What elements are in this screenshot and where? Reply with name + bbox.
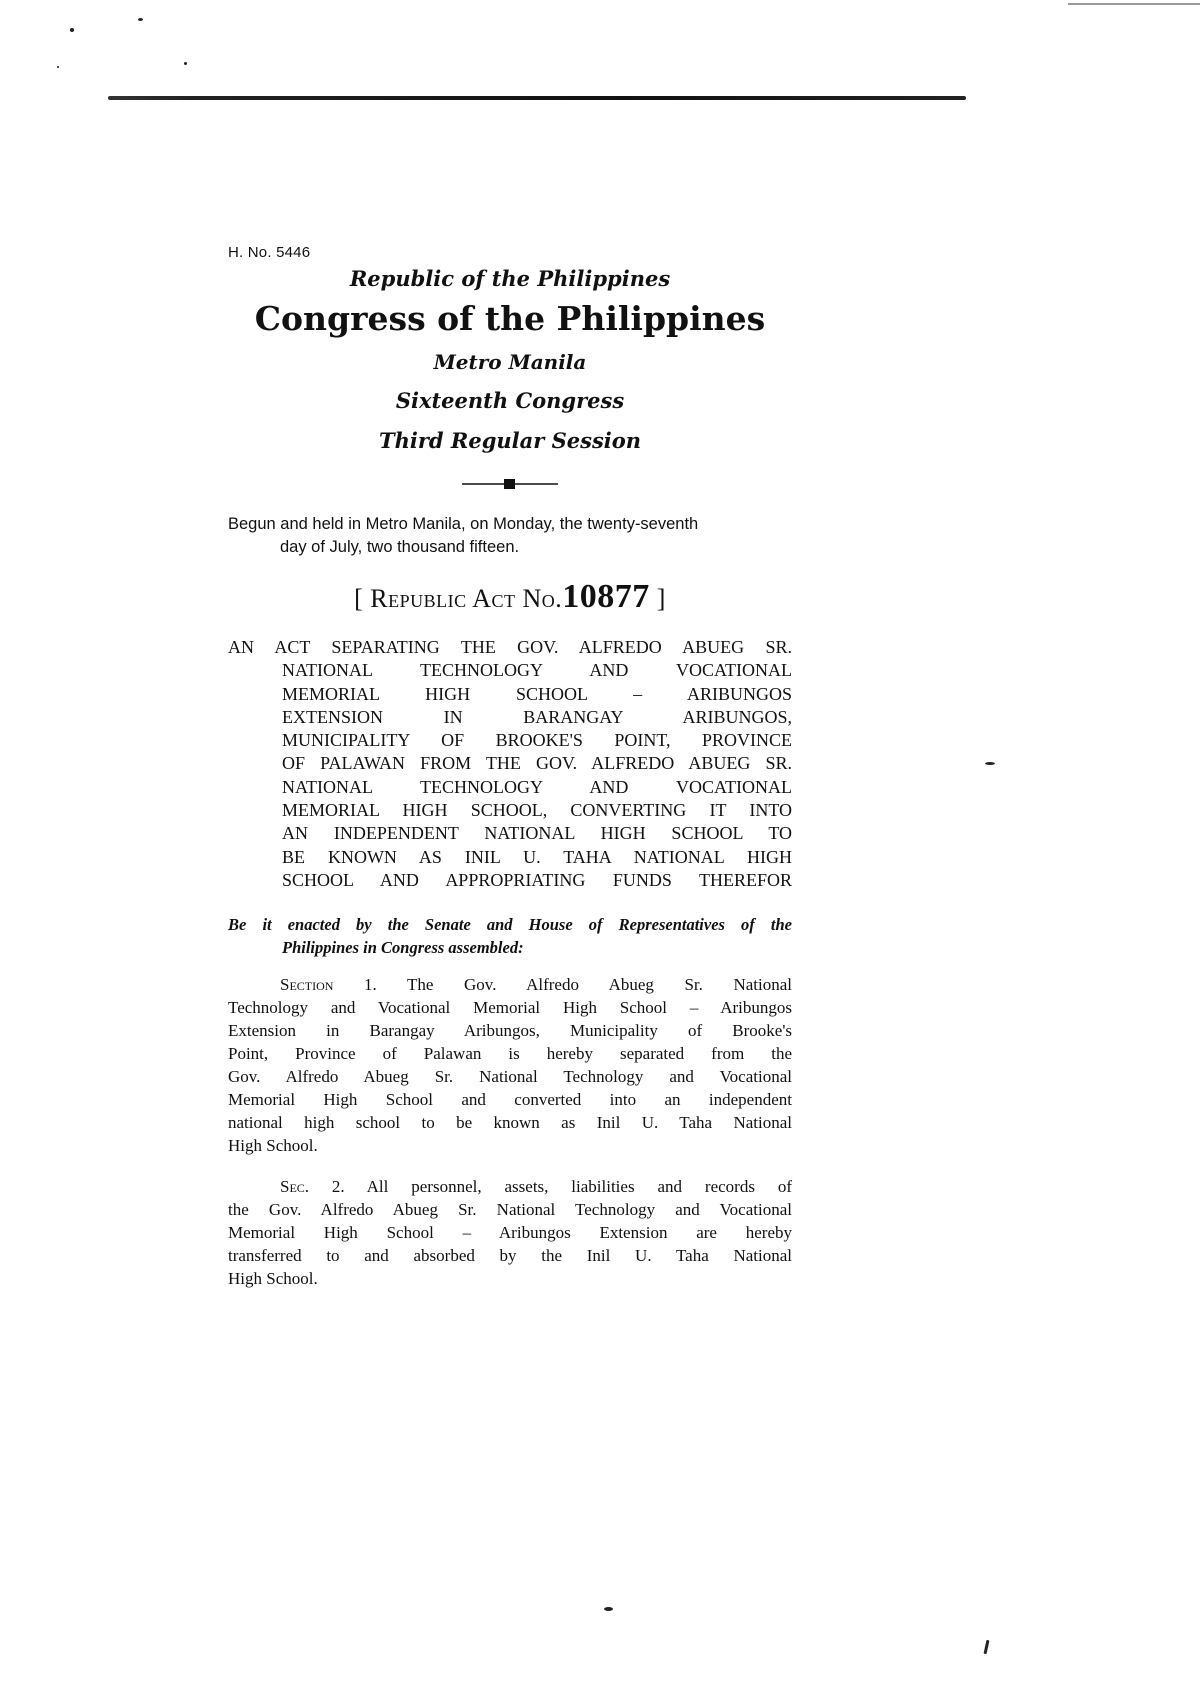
scan-speck xyxy=(138,18,143,21)
title-line: MEMORIAL HIGH SCHOOL, CONVERTING IT INTO xyxy=(282,800,792,821)
section-line: Memorial High School and converted into an independent xyxy=(228,1090,792,1109)
section-line: the Gov. Alfredo Abueg Sr. National Technology and Vocational xyxy=(228,1200,792,1219)
section-line: Extension in Barangay Aribungos, Municipality of Brooke's xyxy=(228,1021,792,1040)
section-line: Gov. Alfredo Abueg Sr. National Technology and Vocational xyxy=(228,1067,792,1086)
section-line: Point, Province of Palawan is hereby separated from the xyxy=(228,1044,792,1063)
location-heading: Metro Manila xyxy=(433,350,587,374)
republic-heading: Republic of the Philippines xyxy=(349,266,671,291)
scan-rule xyxy=(108,96,966,100)
congress-number-heading: Sixteenth Congress xyxy=(395,388,625,413)
scan-speck xyxy=(604,1607,613,1611)
section-label: Sec. 2. xyxy=(280,1177,345,1196)
title-line: NATIONAL TECHNOLOGY AND VOCATIONAL xyxy=(282,660,792,681)
enacting-line-2: Philippines in Congress assembled: xyxy=(282,938,524,957)
title-line: EXTENSION IN BARANGAY ARIBUNGOS, xyxy=(282,706,792,727)
section-line: High School. xyxy=(228,1269,318,1288)
scan-speck xyxy=(184,62,187,65)
enacting-line-1: Be it enacted by the Senate and House of Representatives of the xyxy=(228,915,792,934)
enacting-clause xyxy=(228,913,792,959)
scan-speck xyxy=(57,66,59,68)
section-line: transferred to and absorbed by the Inil U. Taha National xyxy=(228,1246,792,1265)
title-line: BE KNOWN AS INIL U. TAHA NATIONAL HIGH xyxy=(282,846,792,867)
begun-statement xyxy=(228,513,798,559)
begun-line-1: Begun and held in Metro Manila, on Monday, the twenty-seventh xyxy=(228,515,699,533)
scan-speck xyxy=(984,1640,990,1654)
session-heading: Third Regular Session xyxy=(378,428,642,453)
section-line xyxy=(228,1175,792,1198)
section-line: Technology and Vocational Memorial High School – Aribungos xyxy=(228,998,792,1017)
title-line: MEMORIAL HIGH SCHOOL – ARIBUNGOS xyxy=(282,683,792,704)
title-line: SCHOOL AND APPROPRIATING FUNDS THEREFOR xyxy=(282,869,792,890)
divider-ornament xyxy=(462,478,558,490)
section-line: High School. xyxy=(228,1136,318,1155)
section-1 xyxy=(228,973,792,1157)
scan-edge-line xyxy=(1068,3,1200,5)
section-2 xyxy=(228,1175,792,1290)
republic-act-number xyxy=(228,578,792,616)
act-suffix: ] xyxy=(649,584,666,613)
section-text: All personnel, assets, liabilities and records of xyxy=(344,1177,792,1196)
title-line: OF PALAWAN FROM THE GOV. ALFREDO ABUEG SR. xyxy=(282,753,792,774)
title-line: NATIONAL TECHNOLOGY AND VOCATIONAL xyxy=(282,776,792,797)
section-line: national high school to be known as Inil U. Taha National xyxy=(228,1113,792,1132)
title-line: AN ACT SEPARATING THE GOV. ALFREDO ABUEG SR. xyxy=(228,637,792,657)
section-text: The Gov. Alfredo Abueg Sr. National xyxy=(376,975,792,994)
title-line: MUNICIPALITY OF BROOKE'S POINT, PROVINCE xyxy=(282,730,792,751)
section-line xyxy=(228,973,792,996)
section-line: Memorial High School – Aribungos Extension are hereby xyxy=(228,1223,792,1242)
house-bill-number: H. No. 5446 xyxy=(228,244,311,261)
scan-speck xyxy=(70,28,74,32)
act-title xyxy=(228,636,792,892)
begun-line-2: day of July, two thousand fifteen. xyxy=(280,538,520,556)
act-prefix: [ Republic Act No. xyxy=(354,584,563,613)
scan-speck xyxy=(985,762,995,765)
congress-heading: Congress of the Philippines xyxy=(254,299,766,338)
act-number: 10877 xyxy=(562,578,650,615)
title-line: AN INDEPENDENT NATIONAL HIGH SCHOOL TO xyxy=(282,823,792,844)
section-label: Section 1. xyxy=(280,975,377,994)
